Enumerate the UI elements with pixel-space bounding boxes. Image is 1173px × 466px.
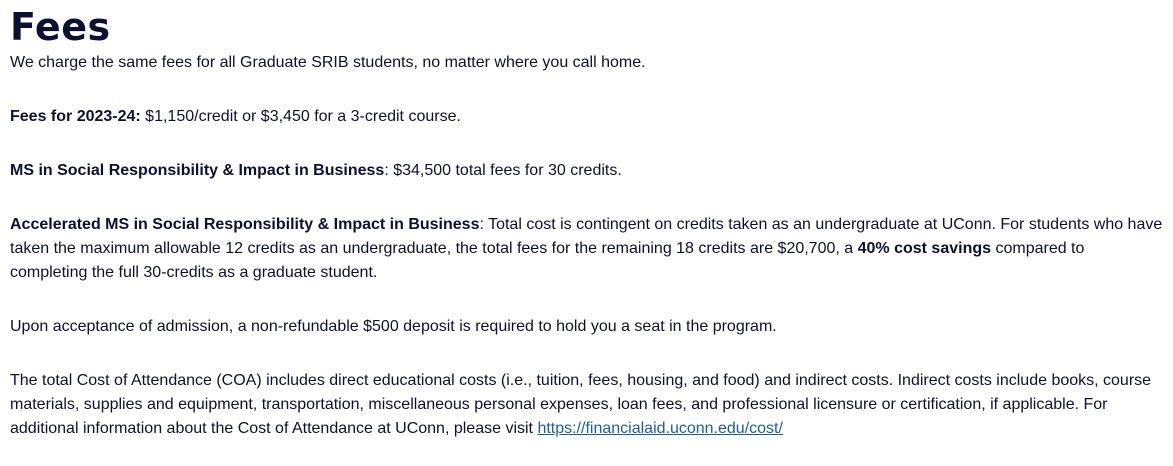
page-title: Fees [10,5,111,49]
coa-text: The total Cost of Attendance (COA) includes direct educational costs (i.e., tuition, fees, housing, and food) and indirect costs. Indirect costs include books, course materials, supplies and equipment, transportation, miscellaneous personal expenses, loan fees, and professional licensure or certification, if applicable. For additional information about the Cost of Attendance at UConn, please visit [10,371,1152,437]
accelerated-text-before: : Total cost is contingent on credits taken as an undergraduate at UConn. For students who have taken the maximum allowable 12 credits as an undergraduate, the total fees for the remaining 18 credits are $20,700, a [10,215,1163,257]
accelerated-text-after: compared to completing the full 30-credits as a graduate student. [10,239,1085,281]
accelerated-savings: 40% cost savings [857,239,992,257]
coa-link[interactable]: https://financialaid.uconn.edu/cost/ [537,419,783,437]
ms-program-label: MS in Social Responsibility & Impact in Business [10,161,385,179]
fees-2023-text: $1,150/credit or $3,450 for a 3-credit course. [140,107,461,125]
fees-2023-paragraph [10,105,1163,129]
fees-2023-label: Fees for 2023-24: [10,107,141,125]
accelerated-label: Accelerated MS in Social Responsibility & Impact in Business [10,215,480,233]
accelerated-paragraph [10,213,1163,285]
ms-program-text: : $34,500 total fees for 30 credits. [384,161,622,179]
ms-program-paragraph [10,159,1163,183]
intro-paragraph: We charge the same fees for all Graduate SRIB students, no matter where you call home. [10,53,646,71]
deposit-paragraph: Upon acceptance of admission, a non-refundable $500 deposit is required to hold you a seat in the program. [10,317,777,335]
coa-paragraph [10,369,1163,441]
